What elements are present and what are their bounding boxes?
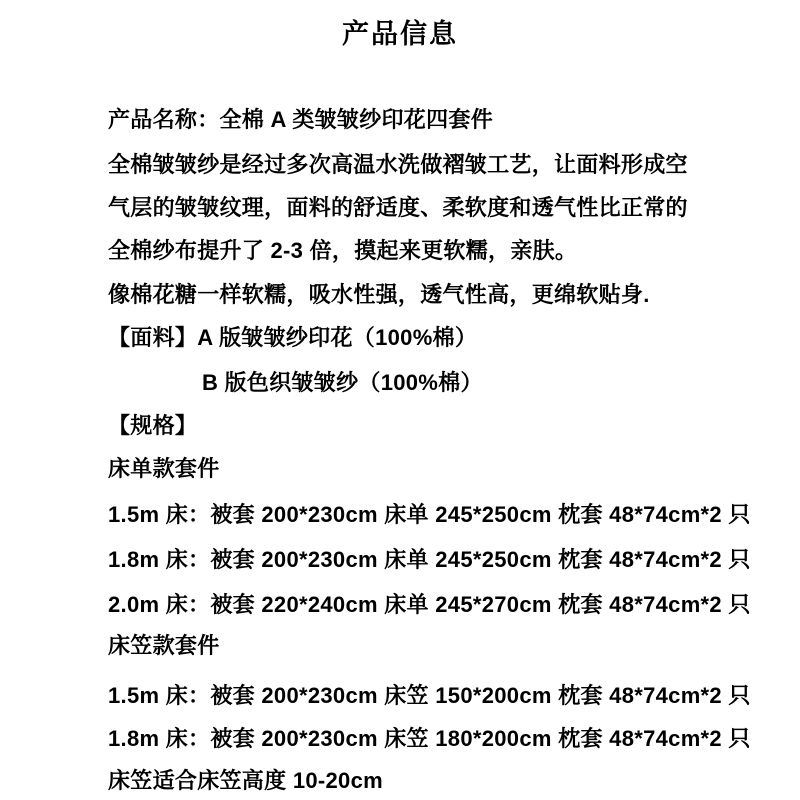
sheet-set-size-1-5m: 1.5m 床：被套 200*230cm 床单 245*250cm 枕套 48*74cm*2 只 <box>108 502 751 527</box>
fabric-line-a: 【面料】A 版皱皱纱印花（100%棉） <box>108 325 478 350</box>
sheet-set-size-1-8m: 1.8m 床：被套 200*230cm 床单 245*250cm 枕套 48*74cm*2 只 <box>108 547 751 572</box>
fitted-set-title: 床笠款套件 <box>108 633 220 658</box>
sheet-set-size-2-0m: 2.0m 床：被套 220*240cm 床单 245*270cm 枕套 48*74cm*2 只 <box>108 592 751 617</box>
product-name-line: 产品名称：全棉 A 类皱皱纱印花四套件 <box>108 107 493 132</box>
fitted-set-size-1-5m: 1.5m 床：被套 200*230cm 床笠 150*200cm 枕套 48*74cm*2 只 <box>108 683 751 708</box>
description-line-4: 像棉花糖一样软糯，吸水性强，透气性高，更绵软贴身. <box>108 282 650 307</box>
fabric-line-b: B 版色织皱皱纱（100%棉） <box>202 370 483 395</box>
page-title: 产品信息 <box>342 19 458 49</box>
sheet-set-title: 床单款套件 <box>108 456 220 481</box>
description-line-3: 全棉纱布提升了 2-3 倍，摸起来更软糯，亲肤。 <box>108 238 578 263</box>
description-line-1: 全棉皱皱纱是经过多次高温水洗做褶皱工艺，让面料形成空 <box>108 152 688 177</box>
fitted-set-size-1-8m: 1.8m 床：被套 200*230cm 床笠 180*200cm 枕套 48*74cm*2 只 <box>108 726 751 751</box>
spec-section-header: 【规格】 <box>108 413 198 438</box>
description-line-2: 气层的皱皱纹理，面料的舒适度、柔软度和透气性比正常的 <box>108 195 688 220</box>
fitted-height-note: 床笠适合床笠高度 10-20cm <box>108 768 383 793</box>
